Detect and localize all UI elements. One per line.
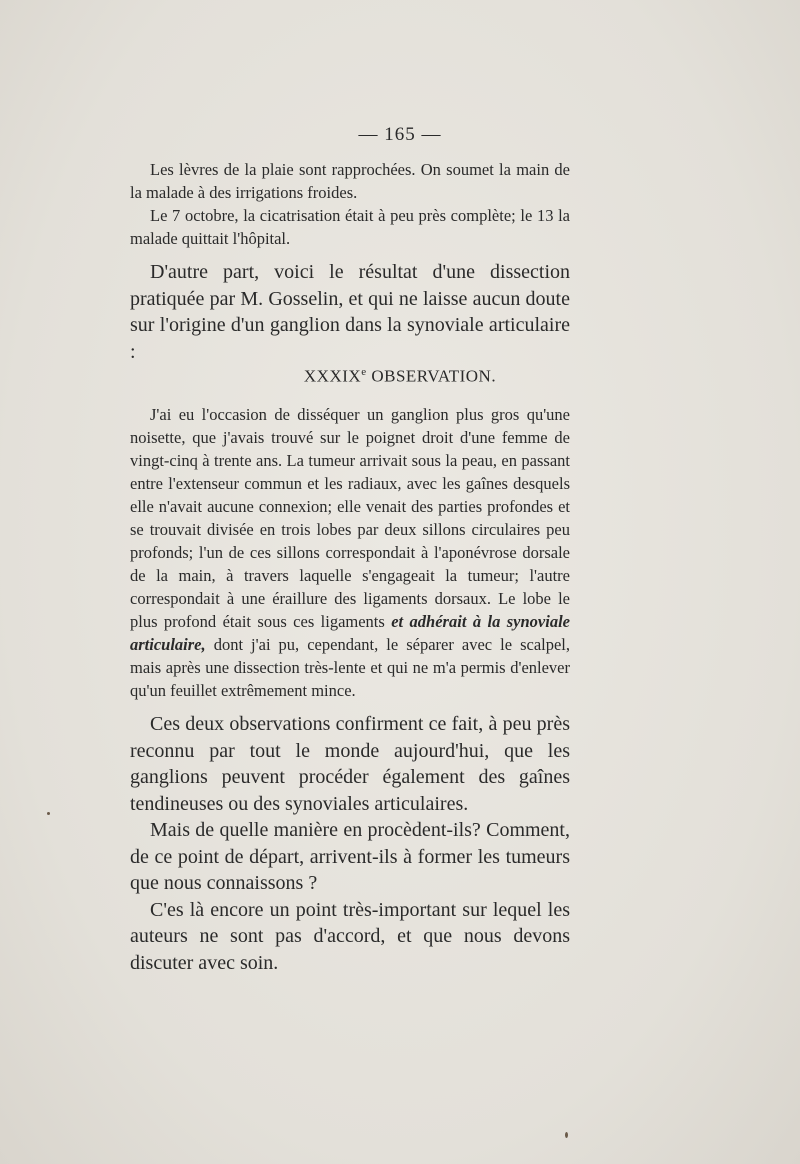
paragraph-irrigations: Les lèvres de la plaie sont rapprochées. On soumet la main de la malade à des irrigations froides.	[130, 160, 570, 202]
top-paragraphs	[130, 158, 570, 250]
observation-superscript: e	[361, 366, 367, 378]
observation-title: OBSERVATION.	[371, 366, 497, 386]
observation-heading	[0, 366, 800, 387]
observation-text-start: J'ai eu l'occasion de disséquer un ganglion plus gros qu'une noisette, que j'avais trouvé sur le poignet droit d'une femme de vingt-cinq à trente ans. La tumeur arrivait sous la peau, en passant entre l'extenseur commun et les radiaux, avec les gaînes desquels elle n'avait aucune connexion; elle venait des parties profondes et se trouvait divisée en trois lobes par deux sillons circulaires peu profonds; l'un de ces sillons correspondait à l'aponévrose dorsale de la main, à travers laquelle s'engageait la tumeur; l'autre correspondait à une éraillure des ligaments dorsaux. Le lobe le plus profond était sous ces ligaments	[130, 405, 570, 631]
paragraph-point-important: C'es là encore un point très-important sur lequel les auteurs ne sont pas d'accord, et que nous devons discuter avec soin.	[130, 898, 570, 974]
page-number: — 165 —	[358, 124, 442, 145]
observation-italic-phrase: et adhérait à la synoviale articulaire,	[130, 612, 570, 654]
observation-body	[130, 403, 570, 702]
paragraph-quelle-maniere: Mais de quelle manière en procèdent-ils? Comment, de ce point de départ, arrivent-ils à former les tumeurs que nous connaissons ?	[130, 819, 570, 894]
paper-speck	[47, 812, 50, 815]
closing-section	[130, 711, 570, 976]
paragraph-cicatrisation: Le 7 octobre, la cicatrisation était à peu près complète; le 13 la malade quittait l'hôpital.	[130, 206, 570, 248]
intro-section	[130, 259, 570, 365]
paragraph-observations-confirm: Ces deux observations confirment ce fait, à peu près reconnu par tout le monde aujourd'hui, que les ganglions peuvent procéder également des gaînes tendineuses ou des synoviales articulaires.	[130, 713, 570, 815]
observation-text-end: dont j'ai pu, cependant, le séparer avec le scalpel, mais après une dissection très-lente et qui ne m'a permis d'enlever qu'un feuillet extrêmement mince.	[130, 635, 571, 700]
paragraph-dissection-intro: D'autre part, voici le résultat d'une dissection pratiquée par M. Gosselin, et qui ne laisse aucun doute sur l'origine d'un ganglion dans la synoviale articulaire :	[130, 261, 570, 363]
observation-paragraph	[130, 403, 570, 702]
paper-speck	[565, 1132, 568, 1138]
observation-numeral: XXXIX	[303, 366, 362, 386]
